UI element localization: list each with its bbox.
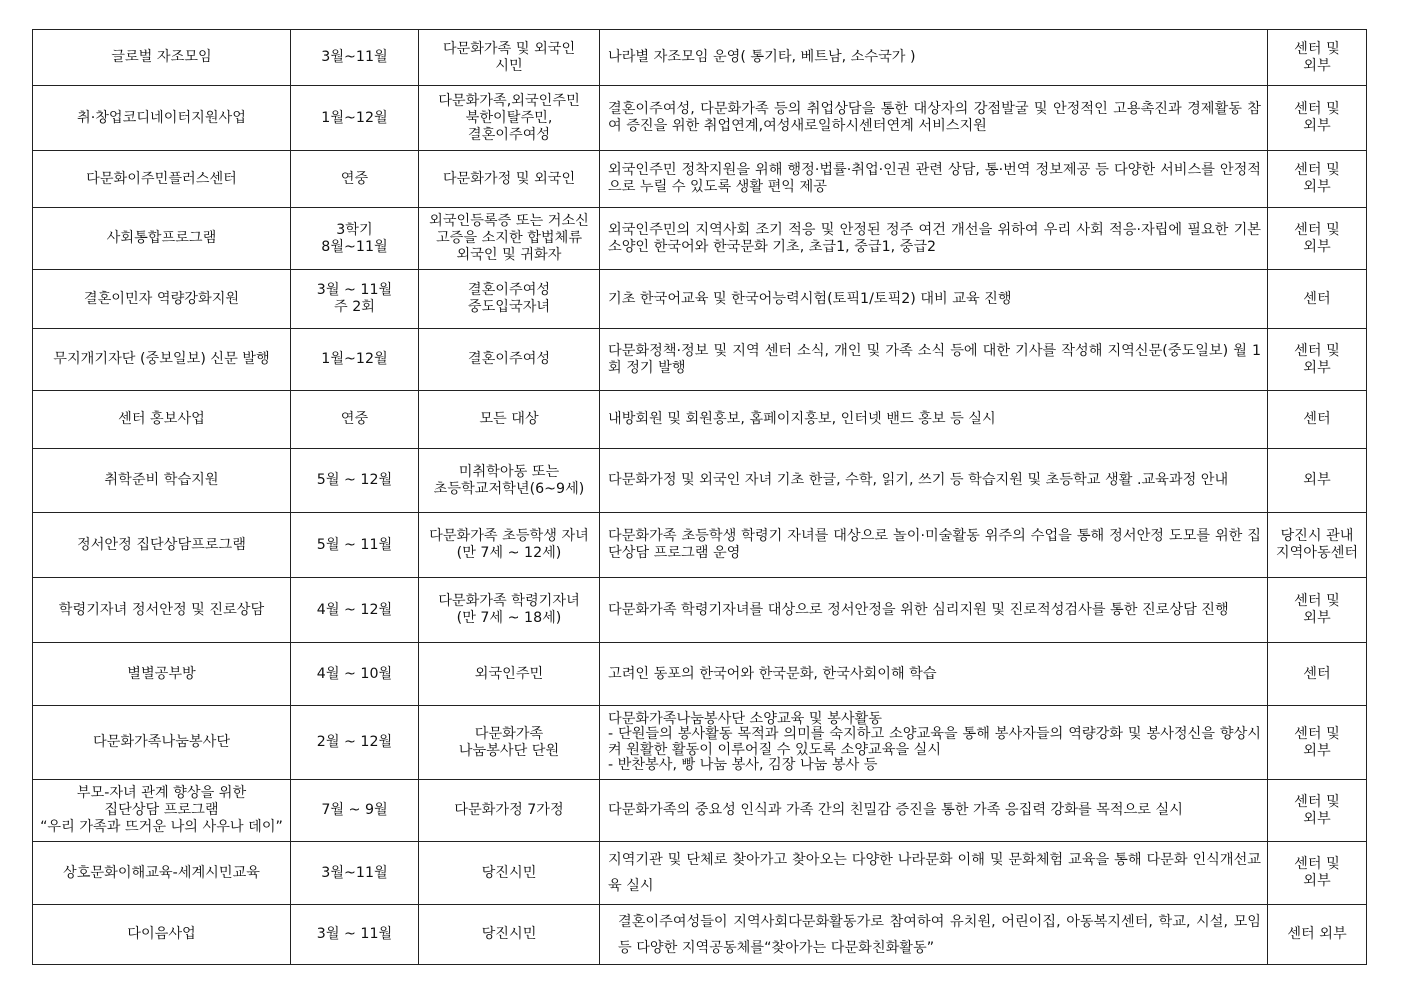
period-cell: 1월~12월 [291, 329, 419, 391]
place-cell: 센터 [1268, 270, 1367, 329]
target-cell: 당진시민 [419, 842, 600, 905]
content-cell: 다문화가족의 중요성 인식과 가족 간의 친밀감 증진을 통한 가족 응집력 강화를 목적으로 실시 [600, 780, 1268, 842]
content-cell: 다문화가족 학령기자녀를 대상으로 정서안정을 위한 심리지원 및 진로적성검사를 통한 진로상담 진행 [600, 578, 1268, 643]
program-name-cell: 취·창업코디네이터지원사업 [33, 86, 291, 151]
content-cell: 다문화가정 및 외국인 자녀 기초 한글, 수학, 읽기, 쓰기 등 학습지원 및 초등학교 생활 .교육과정 안내 [600, 449, 1268, 513]
table-row [33, 151, 1367, 208]
period-cell: 1월~12월 [291, 86, 419, 151]
target-cell: 다문화가정 및 외국인 [419, 151, 600, 208]
target-cell: 다문화가족,외국인주민 북한이탈주민, 결혼이주여성 [419, 86, 600, 151]
program-name-cell: 무지개기자단 (중보일보) 신문 발행 [33, 329, 291, 391]
table-row [33, 643, 1367, 706]
program-name-cell: 다문화가족나눔봉사단 [33, 706, 291, 780]
period-cell: 7월 ~ 9월 [291, 780, 419, 842]
table-row [33, 578, 1367, 643]
program-name-cell: 다이음사업 [33, 905, 291, 965]
content-cell: 다문화가족 초등학생 학령기 자녀를 대상으로 놀이·미술활동 위주의 수업을 통해 정서안정 도모를 위한 집단상담 프로그램 운영 [600, 513, 1268, 578]
target-cell: 결혼이주여성 [419, 329, 600, 391]
program-name-cell: 별별공부방 [33, 643, 291, 706]
program-table [32, 29, 1367, 965]
content-cell: 외국인주민의 지역사회 조기 적응 및 안정된 정주 여건 개선을 위하여 우리 사회 적응·자립에 필요한 기본소양인 한국어와 한국문화 기초, 초급1, 중급1, 중급2 [600, 208, 1268, 270]
table-row [33, 391, 1367, 449]
period-cell: 연중 [291, 391, 419, 449]
place-cell: 센터 및 외부 [1268, 706, 1367, 780]
program-name-cell: 센터 홍보사업 [33, 391, 291, 449]
table-row [33, 513, 1367, 578]
content-cell: 결혼이주여성, 다문화가족 등의 취업상담을 통한 대상자의 강점발굴 및 안정적인 고용촉진과 경제활동 참여 증진을 위한 취업연계,여성새로일하시센터연계 서비스지원 [600, 86, 1268, 151]
content-cell: 결혼이주여성들이 지역사회다문화활동가로 참여하여 유치원, 어린이집, 아동복지센터, 학교, 시설, 모임 등 다양한 지역공동체를“찾아가는 다문화친화활동” [600, 905, 1268, 965]
place-cell: 외부 [1268, 449, 1367, 513]
content-cell: 외국인주민 정착지원을 위해 행정·법률·취업·인권 관련 상담, 통·번역 정보제공 등 다양한 서비스를 안정적으로 누릴 수 있도록 생활 편익 제공 [600, 151, 1268, 208]
program-name-cell: 정서안정 집단상담프로그램 [33, 513, 291, 578]
target-cell: 다문화가족 학령기자녀 (만 7세 ~ 18세) [419, 578, 600, 643]
period-cell: 3월~11월 [291, 842, 419, 905]
place-cell: 센터 및 외부 [1268, 151, 1367, 208]
table-row [33, 30, 1367, 86]
program-name-cell: 학령기자녀 정서안정 및 진로상담 [33, 578, 291, 643]
period-cell: 3월 ~ 11월 [291, 905, 419, 965]
table-row [33, 86, 1367, 151]
content-cell: 고려인 동포의 한국어와 한국문화, 한국사회이해 학습 [600, 643, 1268, 706]
target-cell: 모든 대상 [419, 391, 600, 449]
target-cell: 외국인주민 [419, 643, 600, 706]
table-row [33, 905, 1367, 965]
place-cell: 센터 외부 [1268, 905, 1367, 965]
period-cell: 3학기 8월~11월 [291, 208, 419, 270]
place-cell: 센터 및 외부 [1268, 780, 1367, 842]
content-cell: 지역기관 및 단체로 찾아가고 찾아오는 다양한 나라문화 이해 및 문화체험 교육을 통해 다문화 인식개선교육 실시 [600, 842, 1268, 905]
table-row [33, 329, 1367, 391]
table-row [33, 449, 1367, 513]
content-cell: 다문화정책·정보 및 지역 센터 소식, 개인 및 가족 소식 등에 대한 기사를 작성해 지역신문(중도일보) 월 1회 정기 발행 [600, 329, 1268, 391]
table-row [33, 208, 1367, 270]
program-name-cell: 상호문화이해교육-세계시민교육 [33, 842, 291, 905]
target-cell: 다문화가족 초등학생 자녀 (만 7세 ~ 12세) [419, 513, 600, 578]
target-cell: 당진시민 [419, 905, 600, 965]
target-cell: 다문화가정 7가정 [419, 780, 600, 842]
target-cell: 미취학아동 또는 초등학교저학년(6~9세) [419, 449, 600, 513]
program-name-cell: 부모-자녀 관계 향상을 위한 집단상담 프로그램 “우리 가족과 뜨거운 나의 사우나 데이” [33, 780, 291, 842]
period-cell: 2월 ~ 12월 [291, 706, 419, 780]
program-name-cell: 글로벌 자조모임 [33, 30, 291, 86]
program-name-cell: 다문화이주민플러스센터 [33, 151, 291, 208]
target-cell: 외국인등록증 또는 거소신 고증을 소지한 합법체류 외국인 및 귀화자 [419, 208, 600, 270]
content-cell: 다문화가족나눔봉사단 소양교육 및 봉사활동 - 단원들의 봉사활동 목적과 의미를 숙지하고 소양교육을 통해 봉사자들의 역량강화 및 봉사정신을 향상시켜 원활한 활동이 이루어질 수 있도록 소양교육을 실시 - 반찬봉사, 빵 나눔 봉사, 김장 나눔 봉사 등 [600, 706, 1268, 780]
period-cell: 5월 ~ 12월 [291, 449, 419, 513]
period-cell: 4월 ~ 12월 [291, 578, 419, 643]
period-cell: 4월 ~ 10월 [291, 643, 419, 706]
period-cell: 3월~11월 [291, 30, 419, 86]
place-cell: 센터 [1268, 391, 1367, 449]
place-cell: 센터 및 외부 [1268, 30, 1367, 86]
place-cell: 센터 및 외부 [1268, 578, 1367, 643]
table-row [33, 270, 1367, 329]
place-cell: 당진시 관내 지역아동센터 [1268, 513, 1367, 578]
table-row [33, 842, 1367, 905]
content-cell: 기초 한국어교육 및 한국어능력시험(토픽1/토픽2) 대비 교육 진행 [600, 270, 1268, 329]
target-cell: 다문화가족 및 외국인 시민 [419, 30, 600, 86]
content-cell: 나라별 자조모임 운영( 통기타, 베트남, 소수국가 ) [600, 30, 1268, 86]
program-name-cell: 결혼이민자 역량강화지원 [33, 270, 291, 329]
table-row [33, 780, 1367, 842]
period-cell: 연중 [291, 151, 419, 208]
place-cell: 센터 및 외부 [1268, 842, 1367, 905]
period-cell: 5월 ~ 11월 [291, 513, 419, 578]
program-name-cell: 취학준비 학습지원 [33, 449, 291, 513]
table-row [33, 706, 1367, 780]
period-cell: 3월 ~ 11월 주 2회 [291, 270, 419, 329]
place-cell: 센터 및 외부 [1268, 329, 1367, 391]
target-cell: 결혼이주여성 중도입국자녀 [419, 270, 600, 329]
target-cell: 다문화가족 나눔봉사단 단원 [419, 706, 600, 780]
place-cell: 센터 [1268, 643, 1367, 706]
content-cell: 내방회원 및 회원홍보, 홈페이지홍보, 인터넷 밴드 홍보 등 실시 [600, 391, 1268, 449]
program-name-cell: 사회통합프로그램 [33, 208, 291, 270]
place-cell: 센터 및 외부 [1268, 208, 1367, 270]
place-cell: 센터 및 외부 [1268, 86, 1367, 151]
